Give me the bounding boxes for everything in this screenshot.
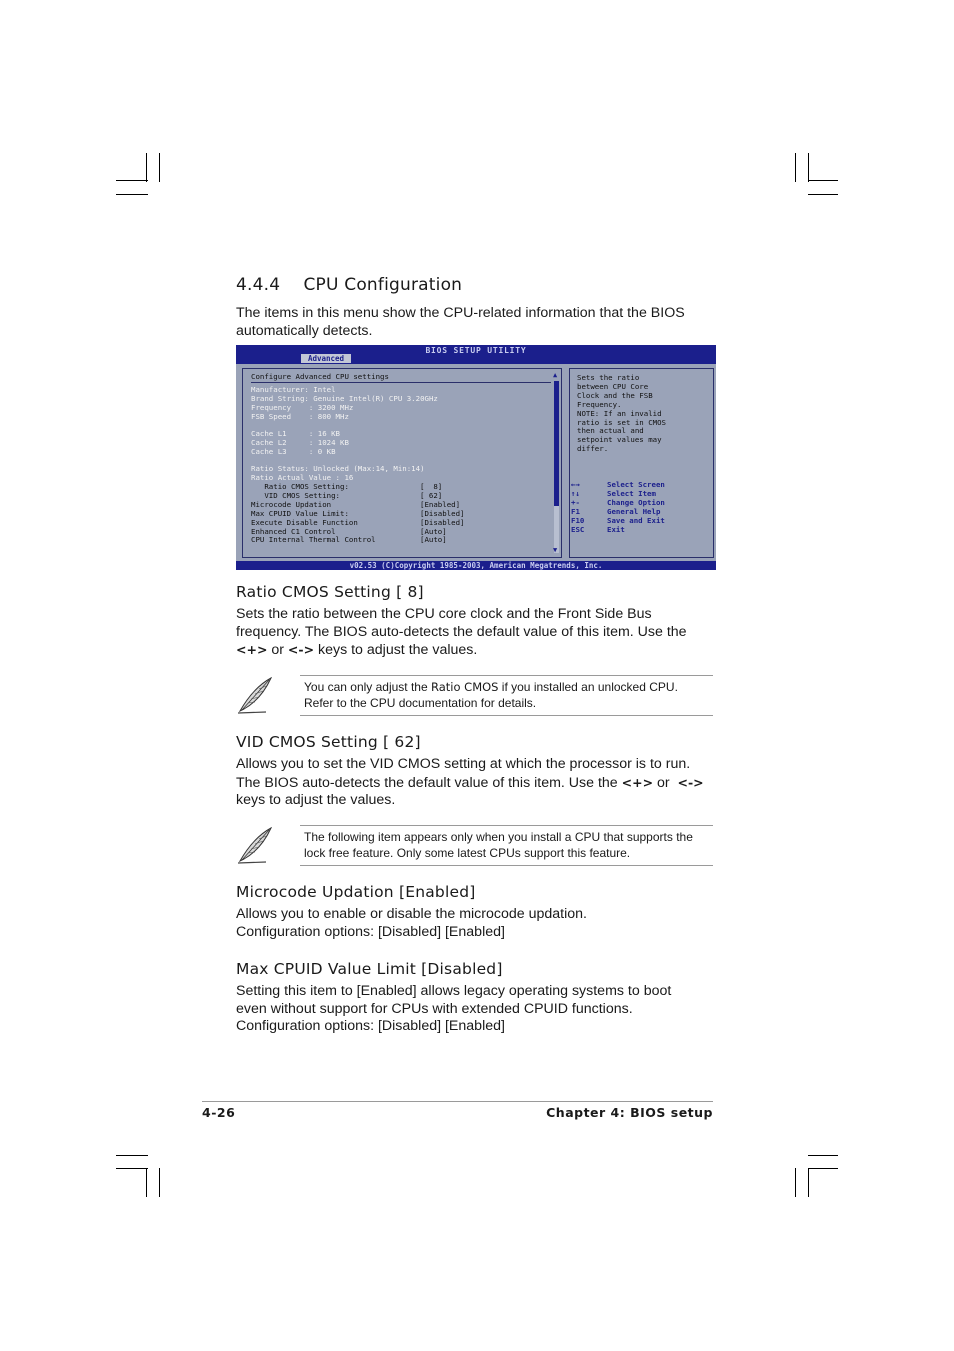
note-feather-icon — [236, 675, 274, 715]
bios-info-row: Frequency : 3200 MHz — [251, 402, 354, 412]
bios-key: ↑↓ — [571, 488, 580, 498]
bios-key: ESC — [571, 524, 585, 534]
note-feather-icon — [236, 825, 274, 865]
bios-title-bar — [236, 345, 716, 364]
bios-cache-rows — [251, 430, 349, 457]
ratio-description: Sets the ratio between the CPU core clock and the Front Side Bus frequency. The BIOS auto-detects the default value of this item. Use the <+> or <-> keys to adjust the values. — [236, 606, 687, 658]
scroll-down-icon[interactable]: ▼ — [553, 546, 558, 554]
bios-key-action: Save and Exit — [607, 515, 665, 525]
footer-rule — [202, 1101, 713, 1102]
bios-ratio-row: Ratio Actual Value : 16 — [251, 472, 354, 482]
bios-info-rows — [251, 386, 438, 422]
bios-info-row: FSB Speed : 800 MHz — [251, 411, 349, 421]
bios-setting-value[interactable]: [Disabled] — [420, 517, 465, 527]
bios-setting-value[interactable]: [Auto] — [420, 535, 447, 545]
bios-scrollbar-thumb[interactable] — [554, 381, 559, 506]
cpuid-heading: Max CPUID Value Limit [Disabled] — [236, 960, 503, 978]
bios-cache-row: Cache L2 : 1024 KB — [251, 437, 349, 447]
bios-setting-value[interactable]: [ 8] — [420, 482, 443, 491]
bios-info-row: Manufacturer: Intel — [251, 385, 336, 394]
bios-help-line: setpoint values may — [577, 435, 662, 445]
bios-key: F1 — [571, 506, 580, 516]
bios-key-actions — [607, 481, 665, 534]
bios-setting-label[interactable]: VID CMOS Setting: — [251, 490, 340, 500]
note-vid: The following item appears only when you install a CPU that supports the lock free feature. Only some latest CPUs support this feature. — [300, 825, 713, 866]
bios-setting-label[interactable]: Ratio CMOS Setting: — [251, 482, 349, 491]
bios-help-line: differ. — [577, 444, 609, 454]
bios-cache-row: Cache L3 : 0 KB — [251, 446, 336, 456]
bios-key-action: General Help — [607, 506, 661, 516]
bios-tab-advanced[interactable]: Advanced — [301, 354, 351, 363]
bios-key: ←→ — [571, 480, 580, 489]
bios-key-action: Select Screen — [607, 480, 665, 489]
bios-help-line: NOTE: If an invalid — [577, 408, 662, 418]
key-minus: <-> — [287, 642, 315, 657]
microcode-heading: Microcode Updation [Enabled] — [236, 883, 476, 901]
bios-cache-row: Cache L1 : 16 KB — [251, 429, 340, 438]
ratio-heading: Ratio CMOS Setting [ 8] — [236, 583, 424, 601]
bios-setting-value[interactable]: [Disabled] — [420, 508, 465, 518]
scroll-up-icon[interactable]: ▲ — [553, 371, 558, 379]
bios-setting-value[interactable]: [Auto] — [420, 526, 447, 536]
bios-key: F10 — [571, 515, 585, 525]
bios-help-panel — [569, 368, 714, 558]
microcode-description: Allows you to enable or disable the microcode updation. Configuration options: [Disabled] [Enabled] — [236, 906, 587, 940]
bios-screenshot — [236, 345, 716, 570]
bios-setting-value[interactable]: [ 62] — [420, 490, 443, 500]
bios-setting-value[interactable]: [Enabled] — [420, 499, 461, 509]
bios-setting-label[interactable]: Enhanced C1 Control — [251, 526, 336, 536]
bios-help-text — [577, 374, 666, 454]
bios-help-line: Clock and the FSB — [577, 390, 653, 400]
section-title — [236, 275, 462, 295]
vid-heading: VID CMOS Setting [ 62] — [236, 733, 421, 751]
bios-footer: v02.53 (C)Copyright 1985-2003, American Megatrends, Inc. — [236, 561, 716, 570]
bios-key-action: Exit — [607, 524, 625, 534]
bios-scrollbar[interactable] — [554, 381, 559, 553]
bios-setting-label[interactable]: Max CPUID Value Limit: — [251, 508, 349, 518]
bios-help-line: between CPU Core — [577, 381, 649, 391]
page-number: 4-26 — [202, 1105, 236, 1120]
bios-setting-label[interactable]: Microcode Updation — [251, 499, 332, 509]
section-intro: The items in this menu show the CPU-related information that the BIOS automatically detects. — [236, 305, 685, 339]
vid-description: Allows you to set the VID CMOS setting at which the processor is to run. The BIOS auto-detects the default value of this item. Use the <+> or <-> keys to adjust the values. — [236, 756, 704, 808]
bios-ratio-rows — [251, 465, 425, 483]
bios-title: BIOS SETUP UTILITY — [425, 346, 527, 355]
section-title-text: CPU Configuration — [303, 275, 463, 295]
bios-key-list — [571, 481, 584, 534]
bios-help-line: ratio is set in CMOS — [577, 417, 666, 427]
bios-settings-values — [420, 483, 465, 545]
bios-panel-heading: Configure Advanced CPU settings — [251, 372, 389, 381]
bios-setting-label[interactable]: CPU Internal Thermal Control — [251, 535, 376, 545]
section-number: 4.4.4 — [236, 275, 281, 295]
chapter-title: Chapter 4: BIOS setup — [546, 1105, 713, 1120]
bios-settings-panel — [242, 368, 562, 558]
note-ratio: You can only adjust the Ratio CMOS if you installed an unlocked CPU. Refer to the CPU documentation for details. — [300, 675, 713, 716]
bios-key: +- — [571, 497, 580, 507]
bios-help-line: then actual and — [577, 426, 644, 436]
bios-help-line: Sets the ratio — [577, 373, 640, 382]
bios-info-row: Brand String: Genuine Intel(R) CPU 3.20GHz — [251, 393, 438, 403]
cpuid-description: Setting this item to [Enabled] allows legacy operating systems to boot even without support for CPUs with extended CPUID functions. Configuration options: [Disabled] [Enabled] — [236, 983, 672, 1034]
bios-ratio-row: Ratio Status: Unlocked (Max:14, Min:14) — [251, 464, 425, 473]
key-plus: <+> — [236, 642, 268, 657]
bios-settings-labels — [251, 483, 376, 545]
bios-setting-label[interactable]: Execute Disable Function — [251, 517, 358, 527]
bios-key-action: Select Item — [607, 488, 656, 498]
bios-help-line: Frequency. — [577, 399, 622, 409]
bios-key-action: Change Option — [607, 497, 665, 507]
bios-separator — [251, 382, 551, 383]
